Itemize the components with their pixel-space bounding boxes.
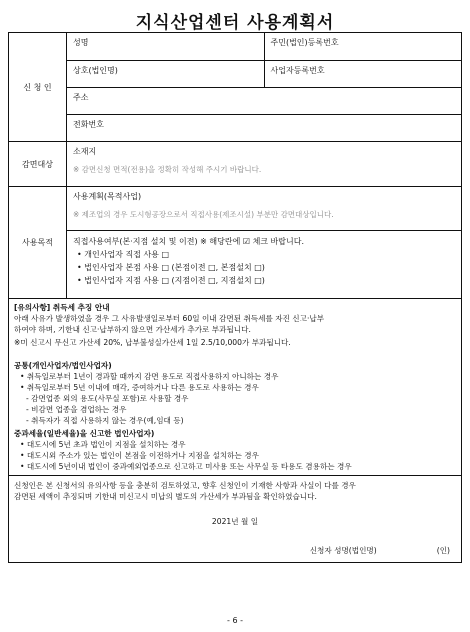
company-name-field[interactable]: 상호(법인명) [73, 66, 118, 75]
notice-penalty: ※미 신고시 무신고 가산세 20%, 납부불성실가산세 1일 2.5/10,000가 부과됩니다. [14, 338, 291, 347]
declaration-line-1: 신청인은 본 신청서의 유의사항 등을 충분히 검토하였고, 향후 신청인이 기재한 사항과 사실이 다를 경우 [14, 481, 356, 490]
common-item: • 취득일로부터 5년 이내에 매각, 증여하거나 다른 용도로 사용하는 경우 [20, 383, 259, 392]
target-label: 감면대상 [9, 142, 67, 186]
phone-field[interactable]: 전화번호 [73, 120, 104, 129]
notice-heading: [유의사항] 취득세 추징 안내 [14, 303, 110, 312]
direct-use-label: 직접사용여부(본·지점 설치 및 이전) ※ 해당란에 ☑ 체크 바랍니다. [73, 237, 305, 246]
signer-label[interactable]: 신청자 성명(법인명) [309, 546, 377, 555]
corporate-item: • 대도시외 주소가 있는 법인이 본점을 이전하거나 지점을 설치하는 경우 [20, 451, 259, 460]
notice-intro-1: 아래 사유가 발생하였을 경우 그 사유발생일로부터 60일 이내 감면된 취득세를 자진 신고·납부 [14, 314, 325, 323]
signature-line [14, 545, 456, 556]
id-number-field[interactable]: 주민(법인)등록번호 [264, 33, 462, 60]
page-title: 지식산업센터 사용계획서 [135, 13, 335, 33]
page-number: - 6 - [227, 616, 243, 625]
common-subitem: - 감면업종 외의 용도(사무실 포함)로 사용할 경우 [26, 394, 189, 403]
common-subitem: - 비감면 업종을 겸업하는 경우 [26, 405, 127, 414]
location-hint: ※ 감면신청 면적(전용)을 정확히 작성해 주시기 바랍니다. [73, 165, 262, 174]
option-head-office[interactable]: • 법인사업자 본점 사용 □ (본점이전 □, 본점설치 □) [77, 263, 265, 272]
applicant-label: 신 청 인 [9, 33, 67, 141]
declaration-line-2: 감면된 세액이 추징되며 기한내 미신고시 미납의 별도의 가산세가 부과됨을 확인하였습니다. [14, 492, 317, 501]
location-field[interactable] [67, 142, 461, 186]
date-field[interactable]: 2021년 월 일 [211, 517, 259, 526]
application-form [8, 32, 462, 563]
declaration-section [9, 475, 461, 562]
applicant-section [9, 33, 461, 141]
corporate-item: • 대도시에 5년 초과 법인이 지점을 설치하는 경우 [20, 440, 186, 449]
corporate-item: • 대도시에 5년이내 법인이 중과예외업종으로 신고하고 미사용 또는 사무실 등 타용도 겸용하는 경우 [20, 462, 352, 471]
common-section-title: 공통(개인사업자/법인사업자) [14, 361, 112, 370]
location-label: 소재지 [73, 147, 97, 156]
target-section [9, 141, 461, 186]
usage-plan-label: 사용계획(목적사업) [73, 192, 142, 201]
business-number-field[interactable]: 사업자등록번호 [264, 61, 462, 87]
name-field[interactable]: 성명 [73, 38, 89, 47]
common-subitem: - 취득자가 직접 사용하지 않는 경우(예,임대 등) [26, 416, 184, 425]
usage-plan-hint: ※ 제조업의 경우 도시형공장으로서 직접사용(제조시설) 부분만 감면대상입니다. [73, 210, 334, 219]
option-individual[interactable]: • 개인사업자 직접 사용 □ [77, 250, 170, 259]
purpose-section [9, 186, 461, 298]
corporate-section-title: 중과세율(일반세율)을 신고한 법인사업자) [14, 429, 155, 438]
option-branch-office[interactable]: • 법인사업자 지점 사용 □ (지점이전 □, 지점설치 □) [77, 276, 265, 285]
seal-label: (인) [436, 546, 450, 555]
notice-section [9, 298, 461, 475]
direct-use-field [67, 231, 461, 298]
notice-intro-2: 하여야 하며, 기한내 신고·납부하지 않으면 가산세가 추가로 부과됩니다. [14, 325, 251, 334]
common-item: • 취득일로부터 1년이 경과할 때까지 감면 용도로 직접사용하지 아니하는 경우 [20, 372, 279, 381]
address-field[interactable]: 주소 [73, 93, 89, 102]
purpose-label: 사용목적 [9, 187, 67, 298]
usage-plan-field[interactable] [67, 187, 461, 230]
